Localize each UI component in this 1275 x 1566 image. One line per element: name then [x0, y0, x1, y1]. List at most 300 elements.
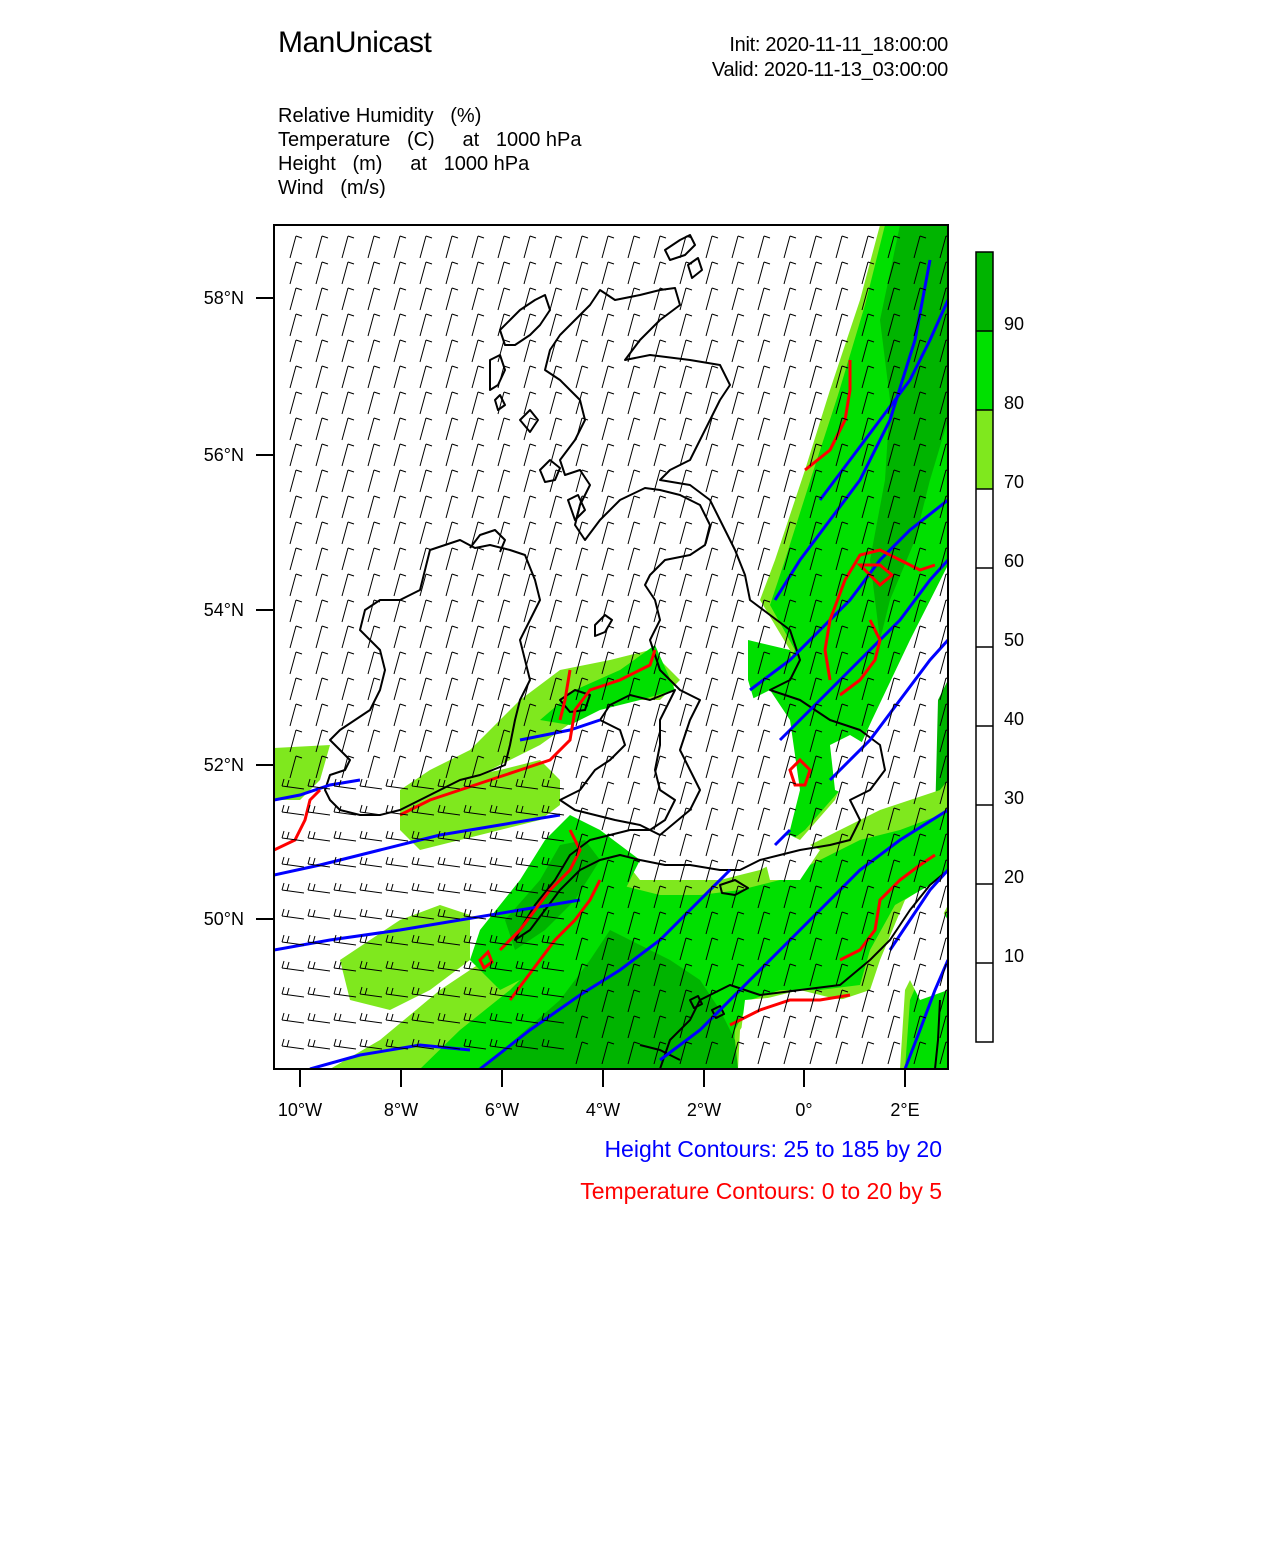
- wind-barb: [420, 496, 432, 518]
- wind-barb: [628, 236, 640, 258]
- wind-barb: [628, 366, 640, 388]
- wind-barb: [282, 831, 304, 841]
- wind-barb: [524, 262, 536, 284]
- wind-barb: [784, 236, 796, 258]
- wind-barb: [316, 236, 328, 258]
- wind-barb: [290, 470, 302, 492]
- wind-barb: [446, 262, 458, 284]
- wind-barb: [334, 883, 356, 893]
- wind-barb: [290, 392, 302, 414]
- wind-barb: [784, 288, 796, 310]
- wind-barb: [290, 444, 302, 466]
- wind-barb: [888, 730, 900, 752]
- colorbar-label-20: 20: [1004, 867, 1025, 887]
- wind-barb: [628, 392, 640, 414]
- wind-barb: [472, 236, 484, 258]
- wind-barb: [368, 678, 380, 700]
- wind-barb: [550, 314, 562, 336]
- longitude-axis: [278, 1069, 920, 1120]
- wind-barb: [342, 678, 354, 700]
- wind-barb: [576, 548, 588, 570]
- colorbar-label-90: 90: [1004, 314, 1025, 334]
- wind-barb: [602, 756, 614, 778]
- wind-barb: [282, 857, 304, 867]
- wind-barb: [654, 340, 666, 362]
- wind-barb: [420, 522, 432, 544]
- wind-barb: [282, 909, 304, 919]
- wind-barb: [316, 704, 328, 726]
- wind-barb: [290, 496, 302, 518]
- valid-time: Valid: 2020-11-13_03:00:00: [711, 59, 948, 81]
- wind-barb: [524, 314, 536, 336]
- wind-barb: [472, 314, 484, 336]
- wind-barb: [888, 1016, 900, 1038]
- wind-barb: [576, 574, 588, 596]
- wind-barb: [602, 262, 614, 284]
- wind-barb: [732, 522, 744, 544]
- wind-barb: [550, 496, 562, 518]
- wind-barb: [290, 236, 302, 258]
- temperature-contour-note: Temperature Contours: 0 to 20 by 5: [580, 1178, 942, 1204]
- wind-barb: [290, 522, 302, 544]
- wind-barb: [680, 626, 692, 648]
- wind-barb: [308, 961, 330, 971]
- wind-barb: [342, 444, 354, 466]
- wind-barb: [758, 470, 770, 492]
- wind-barb: [732, 444, 744, 466]
- wind-barb: [524, 418, 536, 440]
- wind-barb: [334, 1039, 356, 1049]
- wind-barb: [680, 418, 692, 440]
- wind-barb: [680, 652, 692, 674]
- wind-barb: [308, 805, 330, 815]
- wind-barb: [446, 600, 458, 622]
- wind-barb: [334, 1013, 356, 1023]
- wind-barb: [914, 652, 926, 674]
- wind-barb: [758, 418, 770, 440]
- wind-barb: [316, 574, 328, 596]
- wind-barb: [576, 756, 588, 778]
- wind-barb: [914, 704, 926, 726]
- wind-barb: [628, 418, 640, 440]
- wind-barb: [446, 626, 458, 648]
- wind-barb: [498, 574, 510, 596]
- colorbar: [976, 252, 1024, 1042]
- wind-barb: [784, 418, 796, 440]
- wind-barb: [680, 600, 692, 622]
- wind-barb: [758, 392, 770, 414]
- wind-barb: [732, 418, 744, 440]
- wind-barb: [576, 288, 588, 310]
- wind-barb: [628, 756, 640, 778]
- wind-barb: [368, 704, 380, 726]
- wind-barb: [342, 548, 354, 570]
- wind-barb: [308, 883, 330, 893]
- wind-barb: [836, 236, 848, 258]
- wind-barb: [628, 314, 640, 336]
- wind-barb: [732, 366, 744, 388]
- wind-barb: [316, 418, 328, 440]
- lon-label-4w: 4°W: [585, 1100, 621, 1120]
- wind-barb: [524, 340, 536, 362]
- wind-barb: [550, 262, 562, 284]
- wind-barb: [368, 262, 380, 284]
- wind-barb: [628, 444, 640, 466]
- wind-barb: [550, 340, 562, 362]
- wind-barb: [394, 756, 406, 778]
- wind-barb: [550, 288, 562, 310]
- wind-barb: [438, 857, 460, 867]
- wind-barb: [758, 340, 770, 362]
- wind-barb: [342, 418, 354, 440]
- wind-barb: [706, 392, 718, 414]
- wind-barb: [386, 883, 408, 893]
- wind-barb: [576, 730, 588, 752]
- wind-barb: [368, 470, 380, 492]
- wind-barb: [602, 548, 614, 570]
- wind-barb: [342, 574, 354, 596]
- wind-barb: [394, 418, 406, 440]
- wind-barb: [360, 1013, 382, 1023]
- wind-barb: [316, 522, 328, 544]
- wind-barb: [368, 418, 380, 440]
- wind-barb: [368, 444, 380, 466]
- wind-barb: [368, 548, 380, 570]
- lat-label-54: 54°N: [203, 600, 244, 620]
- wind-barb: [464, 883, 486, 893]
- wind-barb: [342, 496, 354, 518]
- wind-barb: [602, 626, 614, 648]
- wind-barb: [290, 288, 302, 310]
- wind-barb: [706, 418, 718, 440]
- init-time: Init: 2020-11-11_18:00:00: [729, 34, 948, 56]
- wind-barb: [498, 236, 510, 258]
- wind-barb: [576, 236, 588, 258]
- wind-barb: [550, 626, 562, 648]
- wind-barb: [420, 444, 432, 466]
- wind-barb: [836, 288, 848, 310]
- wind-barb: [940, 600, 952, 622]
- wind-barb: [732, 496, 744, 518]
- wind-barb: [368, 756, 380, 778]
- wind-barb: [290, 678, 302, 700]
- wind-barb: [732, 288, 744, 310]
- wind-barb: [732, 652, 744, 674]
- wind-barb: [914, 730, 926, 752]
- wind-barb: [732, 704, 744, 726]
- wind-barb: [498, 262, 510, 284]
- colorbar-label-60: 60: [1004, 551, 1025, 571]
- wind-barb: [472, 626, 484, 648]
- colorbar-bin-80-90: [976, 331, 993, 410]
- wind-barb: [394, 496, 406, 518]
- wind-barb: [602, 782, 614, 804]
- latitude-axis: [204, 288, 274, 929]
- wind-barb: [472, 340, 484, 362]
- wind-barb: [308, 831, 330, 841]
- wind-barb: [654, 834, 666, 856]
- wind-barb: [472, 392, 484, 414]
- lon-label-2w: 2°W: [686, 1100, 722, 1120]
- chart-title: ManUnicast: [278, 26, 432, 59]
- wind-barb: [446, 704, 458, 726]
- wind-barb: [412, 883, 434, 893]
- height-contour-note: Height Contours: 25 to 185 by 20: [604, 1136, 942, 1162]
- wind-barb: [706, 678, 718, 700]
- colorbar-label-70: 70: [1004, 472, 1025, 492]
- wind-barb: [602, 366, 614, 388]
- wind-barb: [290, 626, 302, 648]
- wind-barb: [680, 548, 692, 570]
- wind-barb: [706, 314, 718, 336]
- wind-barb: [420, 730, 432, 752]
- wind-barb: [680, 808, 692, 830]
- wind-barb: [420, 340, 432, 362]
- colorbar-bin-70-80: [976, 410, 993, 489]
- wind-barb: [602, 418, 614, 440]
- wind-barb: [524, 496, 536, 518]
- wind-barb: [464, 857, 486, 867]
- wind-barb: [394, 470, 406, 492]
- wind-barb: [290, 704, 302, 726]
- wind-barb: [940, 652, 952, 674]
- wind-barb: [576, 262, 588, 284]
- wind-barb: [680, 782, 692, 804]
- wind-barb: [732, 600, 744, 622]
- wind-barb: [576, 444, 588, 466]
- wind-barb: [472, 548, 484, 570]
- wind-barb: [316, 262, 328, 284]
- wind-barb: [394, 444, 406, 466]
- wind-barb: [576, 418, 588, 440]
- wind-barb: [654, 522, 666, 544]
- wind-barb: [420, 678, 432, 700]
- wind-barb: [498, 288, 510, 310]
- wind-barb: [446, 730, 458, 752]
- wind-barb: [680, 470, 692, 492]
- wind-barb: [628, 496, 640, 518]
- wind-barb: [490, 857, 512, 867]
- wind-barb: [334, 831, 356, 841]
- wind-barb: [420, 314, 432, 336]
- wind-barb: [316, 678, 328, 700]
- wind-barb: [316, 288, 328, 310]
- wind-barb: [308, 987, 330, 997]
- wind-barb: [602, 522, 614, 544]
- wind-barb: [524, 470, 536, 492]
- wind-barb: [706, 600, 718, 622]
- wind-barb: [810, 288, 822, 310]
- wind-barb: [368, 496, 380, 518]
- wind-barb: [368, 730, 380, 752]
- wind-barb: [472, 288, 484, 310]
- wind-barb: [628, 574, 640, 596]
- wind-barb: [490, 831, 512, 841]
- wind-barb: [732, 340, 744, 362]
- wind-barb: [914, 626, 926, 648]
- lat-label-58: 58°N: [203, 288, 244, 308]
- wind-barb: [316, 470, 328, 492]
- wind-barb: [334, 909, 356, 919]
- wind-barb: [290, 574, 302, 596]
- wind-barb: [628, 782, 640, 804]
- wind-barb: [282, 987, 304, 997]
- wind-barb: [758, 288, 770, 310]
- colorbar-label-10: 10: [1004, 946, 1025, 966]
- wind-barb: [360, 857, 382, 867]
- wind-barb: [706, 444, 718, 466]
- wind-barb: [394, 314, 406, 336]
- wind-barb: [784, 340, 796, 362]
- wind-barb: [680, 574, 692, 596]
- wind-barb: [810, 366, 822, 388]
- wind-barb: [394, 262, 406, 284]
- wind-barb: [498, 496, 510, 518]
- wind-barb: [360, 909, 382, 919]
- wind-barb: [472, 678, 484, 700]
- wind-barb: [446, 418, 458, 440]
- wind-barb: [706, 470, 718, 492]
- wind-barb: [836, 314, 848, 336]
- wind-barb: [706, 366, 718, 388]
- wind-barb: [550, 574, 562, 596]
- wind-barb: [446, 548, 458, 570]
- wind-barb: [602, 600, 614, 622]
- wind-barb: [446, 340, 458, 362]
- wind-barb: [490, 883, 512, 893]
- wind-barb: [368, 288, 380, 310]
- lat-label-52: 52°N: [203, 755, 244, 775]
- wind-barb: [888, 990, 900, 1012]
- wind-barb: [576, 522, 588, 544]
- wind-barb: [940, 574, 952, 596]
- wind-barb: [836, 808, 848, 830]
- wind-barb: [524, 522, 536, 544]
- wind-barb: [576, 626, 588, 648]
- wind-barb: [732, 678, 744, 700]
- wind-barb: [654, 236, 666, 258]
- wind-barb: [498, 652, 510, 674]
- wind-barb: [342, 262, 354, 284]
- colorbar-label-40: 40: [1004, 709, 1025, 729]
- wind-barb: [706, 782, 718, 804]
- wind-barb: [394, 600, 406, 622]
- wind-barb: [438, 883, 460, 893]
- wind-barb: [550, 236, 562, 258]
- wind-barb: [420, 262, 432, 284]
- wind-barb: [628, 730, 640, 752]
- wind-barb: [290, 366, 302, 388]
- lat-label-56: 56°N: [203, 445, 244, 465]
- wind-barb: [706, 730, 718, 752]
- wind-barb: [680, 860, 692, 882]
- wind-barb: [342, 522, 354, 544]
- wind-barb: [654, 574, 666, 596]
- wind-barb: [576, 600, 588, 622]
- wind-barb: [446, 288, 458, 310]
- wind-barb: [472, 262, 484, 284]
- wind-barb: [316, 392, 328, 414]
- wind-barb: [732, 626, 744, 648]
- wind-barb: [394, 366, 406, 388]
- wind-barb: [888, 756, 900, 778]
- wind-barb: [524, 366, 536, 388]
- wind-barb: [446, 496, 458, 518]
- wind-barb: [654, 418, 666, 440]
- wind-barb: [420, 704, 432, 726]
- wind-barb: [602, 314, 614, 336]
- wind-barb: [680, 704, 692, 726]
- wind-barb: [394, 392, 406, 414]
- wind-barb: [386, 857, 408, 867]
- wind-barb: [706, 340, 718, 362]
- wind-barb: [550, 600, 562, 622]
- wind-barb: [784, 366, 796, 388]
- lon-label-10w: 10°W: [277, 1100, 323, 1120]
- wind-barb: [420, 236, 432, 258]
- wind-barb: [342, 600, 354, 622]
- wind-barb: [420, 600, 432, 622]
- wind-barb: [446, 392, 458, 414]
- wind-barb: [680, 756, 692, 778]
- wind-barb: [282, 805, 304, 815]
- wind-barb: [706, 574, 718, 596]
- wind-barb: [316, 652, 328, 674]
- wind-barb: [602, 470, 614, 492]
- wind-barb: [602, 444, 614, 466]
- lon-label-8w: 8°W: [383, 1100, 419, 1120]
- wind-barb: [732, 392, 744, 414]
- wind-barb: [680, 834, 692, 856]
- wind-barb: [602, 574, 614, 596]
- wind-barb: [628, 522, 640, 544]
- wind-barb: [368, 366, 380, 388]
- wind-barb: [706, 756, 718, 778]
- wind-barb: [290, 600, 302, 622]
- wind-barb: [360, 883, 382, 893]
- wind-barb: [706, 808, 718, 830]
- wind-barb: [940, 886, 952, 908]
- wind-barb: [446, 314, 458, 336]
- wind-barb: [706, 652, 718, 674]
- wind-barb: [316, 600, 328, 622]
- wind-barb: [290, 418, 302, 440]
- humidity-shading: [274, 225, 948, 1069]
- wind-barb: [282, 883, 304, 893]
- wind-barb: [472, 522, 484, 544]
- wind-barb: [784, 392, 796, 414]
- colorbar-bin-90-100: [976, 252, 993, 331]
- wind-barb: [446, 444, 458, 466]
- wind-barb: [914, 756, 926, 778]
- wind-barb: [472, 366, 484, 388]
- wind-barb: [316, 314, 328, 336]
- wind-barb: [628, 262, 640, 284]
- wind-barb: [342, 366, 354, 388]
- wind-barb: [308, 1013, 330, 1023]
- wind-barb: [394, 288, 406, 310]
- wind-barb: [784, 470, 796, 492]
- wind-barb: [888, 964, 900, 986]
- wind-barb: [706, 236, 718, 258]
- wind-barb: [732, 262, 744, 284]
- wind-barb: [524, 236, 536, 258]
- wind-barb: [446, 366, 458, 388]
- wind-barb: [628, 548, 640, 570]
- wind-barb: [576, 782, 588, 804]
- wind-barb: [758, 236, 770, 258]
- wind-barb: [316, 444, 328, 466]
